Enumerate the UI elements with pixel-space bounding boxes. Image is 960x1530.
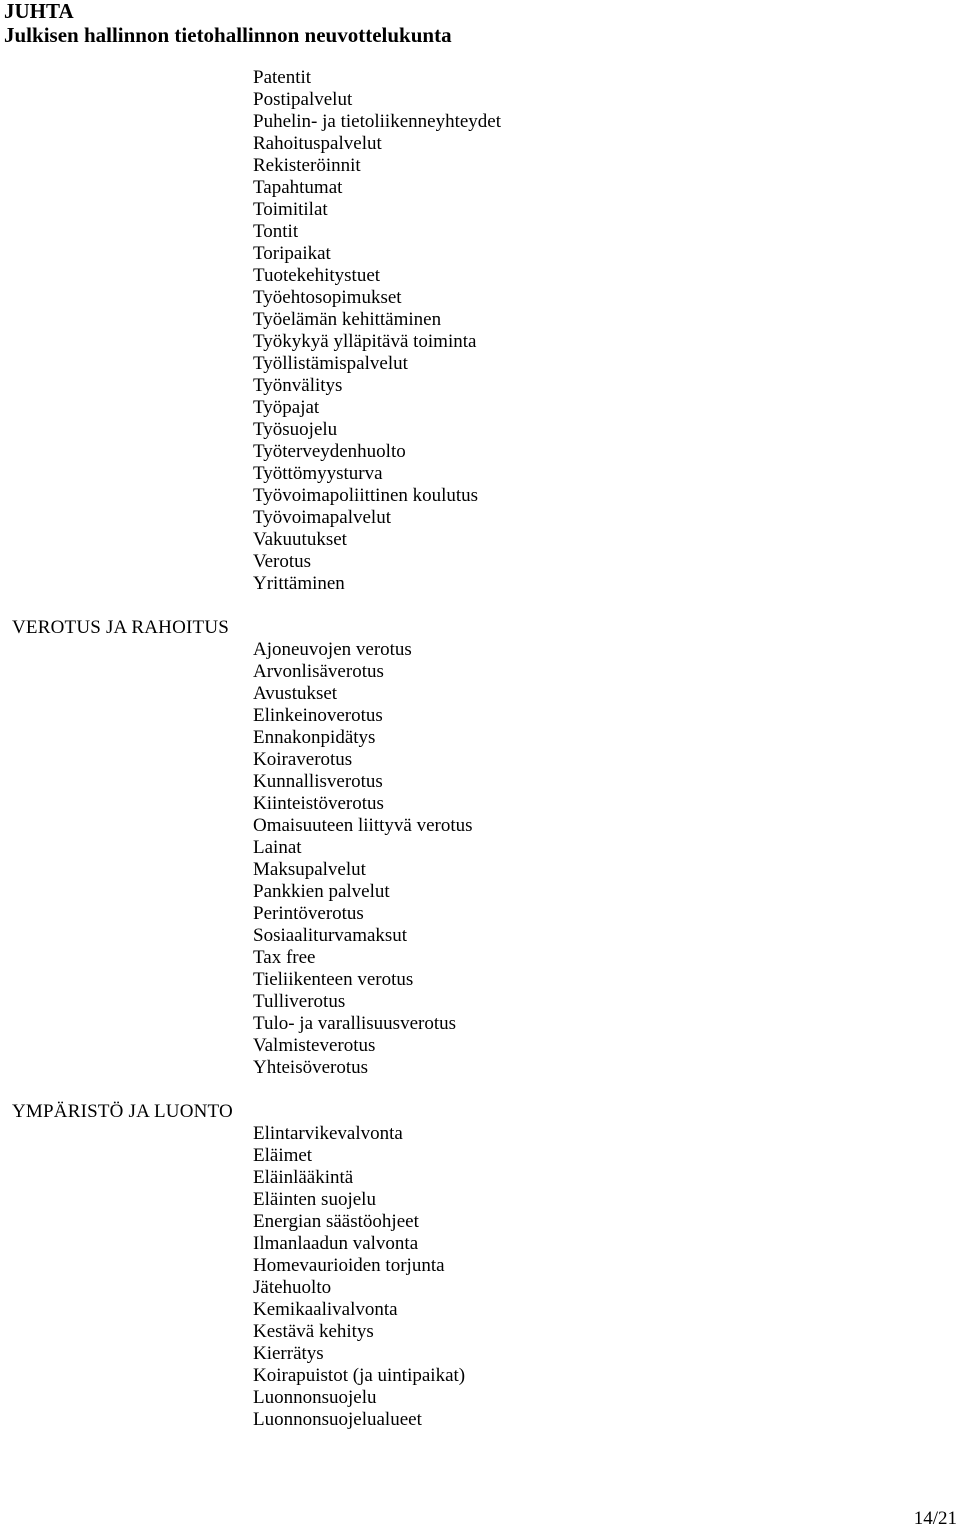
list-item: Eläinlääkintä [253,1167,354,1188]
list-item: Pankkien palvelut [253,881,390,902]
page-number: 14/21 [913,1508,957,1529]
list-item: Ajoneuvojen verotus [253,639,412,660]
organization-acronym: JUHTA [4,0,74,23]
list-item: Tieliikenteen verotus [253,969,414,990]
list-item: Luonnonsuojelu [253,1387,377,1408]
list-item: Ennakonpidätys [253,727,376,748]
list-item: Tax free [253,947,316,968]
list-item: Luonnonsuojelualueet [253,1409,422,1430]
list-item: Työvoimapoliittinen koulutus [253,485,479,506]
list-item: Työvoimapalvelut [253,507,391,528]
list-item: Työllistämispalvelut [253,353,408,374]
list-item: Kunnallisverotus [253,771,383,792]
list-item: Elintarvikevalvonta [253,1123,403,1144]
list-item: Omaisuuteen liittyvä verotus [253,815,473,836]
list-item: Koirapuistot (ja uintipaikat) [253,1365,466,1386]
list-item: Eläinten suojelu [253,1189,376,1210]
list-item: Yhteisöverotus [253,1057,369,1078]
list-item: Työkykyä ylläpitävä toiminta [253,331,477,352]
list-item: Maksupalvelut [253,859,366,880]
list-item: Homevaurioiden torjunta [253,1255,445,1276]
list-item: Rekisteröinnit [253,155,361,176]
list-item: Tuotekehitystuet [253,265,381,286]
section-items [0,67,960,595]
list-item: Rahoituspalvelut [253,133,382,154]
list-item: Kiinteistöverotus [253,793,384,814]
list-item: Verotus [253,551,312,572]
category-heading: YMPÄRISTÖ JA LUONTO [12,1101,233,1122]
section-ymparisto-ja-luonto [0,1101,960,1431]
list-item: Vakuutukset [253,529,347,550]
list-item: Arvonlisäverotus [253,661,384,682]
list-item: Energian säästöohjeet [253,1211,419,1232]
list-item: Avustukset [253,683,338,704]
list-item: Tapahtumat [253,177,343,198]
list-item: Tulo- ja varallisuusverotus [253,1013,457,1034]
list-item: Perintöverotus [253,903,364,924]
list-item: Patentit [253,67,312,88]
list-item: Sosiaaliturvamaksut [253,925,408,946]
list-item: Työttömyysturva [253,463,383,484]
section-items [0,1123,960,1431]
list-item: Puhelin- ja tietoliikenneyhteydet [253,111,501,132]
list-item: Yrittäminen [253,573,345,594]
document-header [4,0,704,47]
list-item: Lainat [253,837,302,858]
list-item: Elinkeinoverotus [253,705,383,726]
list-item: Koiraverotus [253,749,353,770]
list-item: Työpajat [253,397,320,418]
list-item: Kestävä kehitys [253,1321,374,1342]
category-heading: VEROTUS JA RAHOITUS [12,617,230,638]
list-item: Eläimet [253,1145,313,1166]
list-item: Työehtosopimukset [253,287,402,308]
organization-name: Julkisen hallinnon tietohallinnon neuvottelukunta [4,23,452,47]
list-item: Kierrätys [253,1343,324,1364]
list-item: Työnvälitys [253,375,343,396]
list-item: Valmisteverotus [253,1035,376,1056]
section-verotus-ja-rahoitus [0,617,960,1079]
section-items [0,639,960,1079]
list-item: Työsuojelu [253,419,338,440]
list-item: Toimitilat [253,199,328,220]
list-item: Työterveydenhuolto [253,441,406,462]
list-item: Ilmanlaadun valvonta [253,1233,419,1254]
list-item: Työelämän kehittäminen [253,309,442,330]
list-item: Postipalvelut [253,89,353,110]
list-item: Toripaikat [253,243,331,264]
section-continued [0,67,960,595]
list-item: Tontit [253,221,299,242]
classification-list [0,67,960,1431]
list-item: Tulliverotus [253,991,346,1012]
list-item: Kemikaalivalvonta [253,1299,398,1320]
list-item: Jätehuolto [253,1277,332,1298]
